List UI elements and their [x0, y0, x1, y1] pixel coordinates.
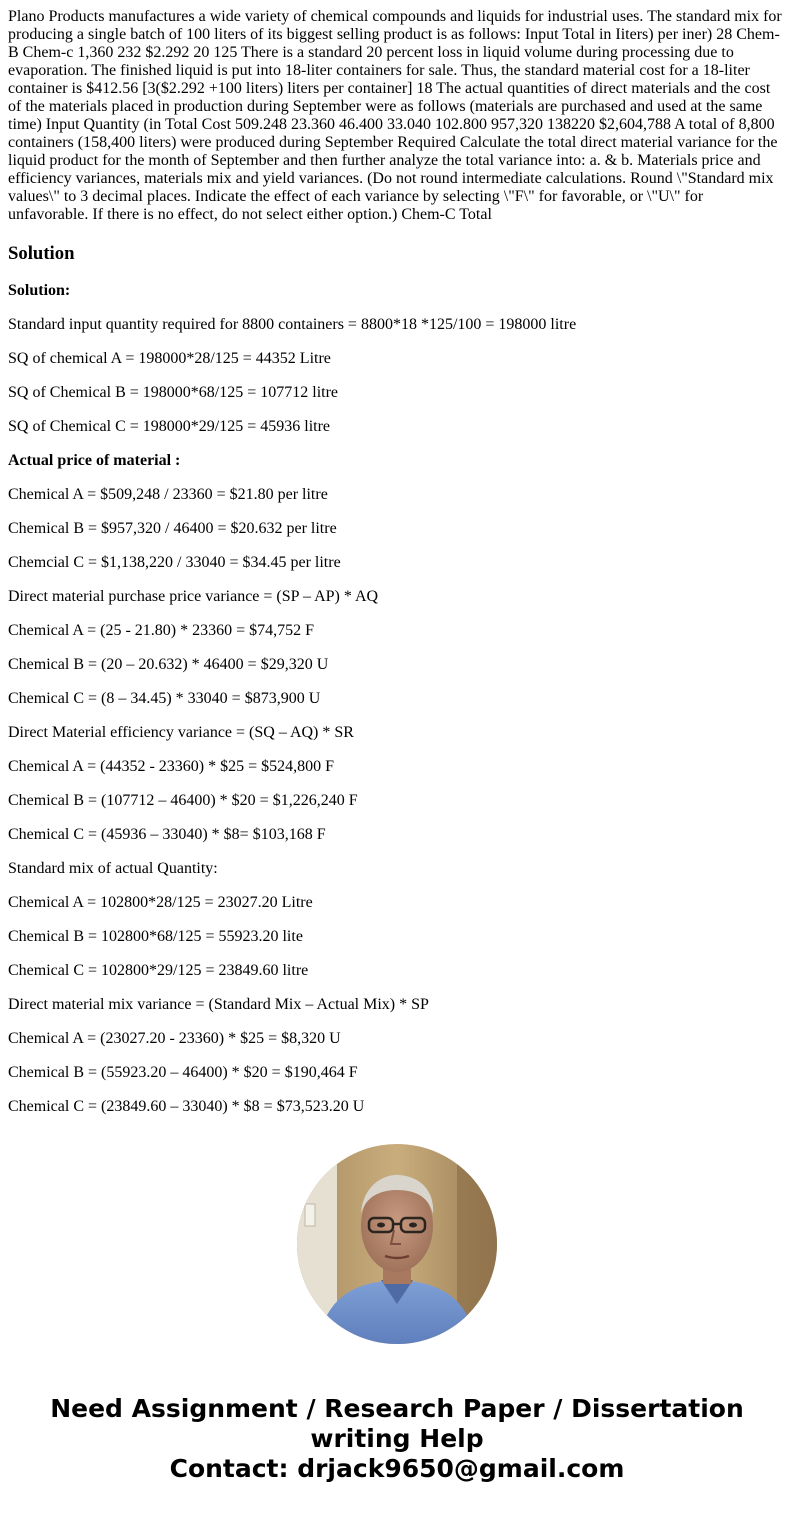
solution-line: Standard input quantity required for 8800 containers = 8800*18 *125/100 = 198000 litre	[8, 316, 577, 333]
solution-line: Chemical B = 102800*68/125 = 55923.20 lite	[8, 928, 303, 945]
banner-line-2: writing Help	[310, 1424, 484, 1453]
solution-line: Chemical A = (44352 - 23360) * $25 = $524,800 F	[8, 758, 335, 775]
solution-line: Chemical B = (20 – 20.632) * 46400 = $29,320 U	[8, 656, 329, 673]
solution-line: Chemical A = (25 - 21.80) * 23360 = $74,752 F	[8, 622, 315, 639]
solution-line: Chemical C = (8 – 34.45) * 33040 = $873,900 U	[8, 690, 321, 707]
solution-line: Chemical B = (55923.20 – 46400) * $20 = $190,464 F	[8, 1064, 358, 1081]
solution-line: Direct Material efficiency variance = (SQ – AQ) * SR	[8, 724, 354, 741]
solution-line: Chemical B = (107712 – 46400) * $20 = $1,226,240 F	[8, 792, 358, 809]
solution-line: Solution:	[8, 282, 71, 299]
solution-line: Chemical B = $957,320 / 46400 = $20.632 per litre	[8, 520, 337, 537]
solution-line: Actual price of material :	[8, 452, 181, 469]
question-text: Plano Products manufactures a wide variety of chemical compounds and liquids for industrial uses. The standard mix for producing a single batch of 100 liters of its biggest selling product is as follows: Input Total in Iiters) per iner) 28 Chem-B Chem-c 1,360 232 $2.292 20 125 There is a standard 20 percent loss in liquid volume during processing due to evaporation. The finished liquid is put into 18-liter containers for sale. Thus, the standard material cost for a 18-liter container is $412.56 [3($2.292 +100 liters) liters per container] 18 The actual quantities of direct materials and the cost of the materials placed in production during September were as follows (materials are purchased and used at the same time) Input Quantity (in Total Cost 509.248 23.360 46.400 33.040 102.800 957,320 138220 $2,604,788 A total of 8,800 containers (158,400 liters) were produced during September Required Calculate the total direct material variance for the liquid product for the month of September and then further analyze the total variance into: a. & b. Materials price and efficiency variances, materials mix and yield variances. (Do not round intermediate calculations. Round \"Standard mix values\" to 3 decimal places. Indicate the effect of each variance by selecting \"F\" for favorable, or \"U\" for unfavorable. If there is no effect, do not select either option.) Chem-C Total	[8, 8, 782, 223]
solution-line: SQ of Chemical C = 198000*29/125 = 45936 litre	[8, 418, 331, 435]
solution-line: Chemical C = (23849.60 – 33040) * $8 = $73,523.20 U	[8, 1098, 365, 1115]
banner-contact-line: Contact: drjack9650@gmail.com	[169, 1454, 625, 1483]
author-photo-icon	[297, 1144, 497, 1344]
contact-banner	[8, 1394, 786, 1484]
solution-line: Chemcial C = $1,138,220 / 33040 = $34.45 per litre	[8, 554, 341, 571]
solution-heading: Solution	[8, 243, 75, 264]
solution-line: Chemical A = $509,248 / 23360 = $21.80 per litre	[8, 486, 328, 503]
solution-line: Chemical A = 102800*28/125 = 23027.20 Litre	[8, 894, 313, 911]
solution-line: Direct material purchase price variance = (SP – AP) * AQ	[8, 588, 379, 605]
banner-line-1: Need Assignment / Research Paper / Dissertation	[50, 1394, 744, 1423]
solution-line: Standard mix of actual Quantity:	[8, 860, 218, 877]
solution-line: SQ of chemical A = 198000*28/125 = 44352 Litre	[8, 350, 331, 367]
author-avatar	[297, 1144, 497, 1344]
solution-line: Chemical C = (45936 – 33040) * $8= $103,168 F	[8, 826, 326, 843]
solution-line: Chemical A = (23027.20 - 23360) * $25 = $8,320 U	[8, 1030, 341, 1047]
solution-line: SQ of Chemical B = 198000*68/125 = 107712 litre	[8, 384, 339, 401]
solution-lines	[8, 282, 786, 1116]
solution-line: Direct material mix variance = (Standard Mix – Actual Mix) * SP	[8, 996, 429, 1013]
solution-line: Chemical C = 102800*29/125 = 23849.60 litre	[8, 962, 309, 979]
